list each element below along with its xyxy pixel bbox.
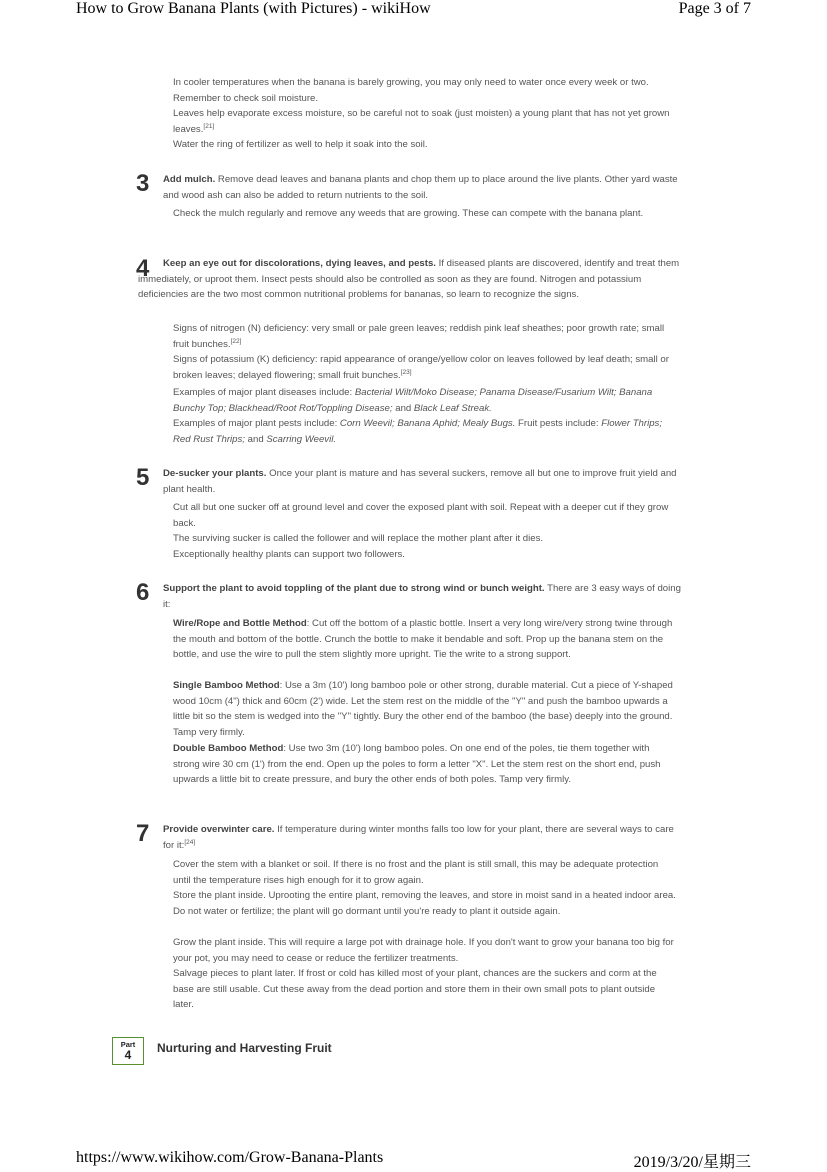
step-lead: Support the plant to avoid toppling of the plant due to strong wind or bunch weight. bbox=[163, 583, 545, 594]
list-item: Cover the stem with a blanket or soil. If there is no frost and the plant is still small, this may be adequate protection until the temperature rises high enough for it to grow again. bbox=[173, 859, 659, 886]
list-item: Water the ring of fertilizer as well to help it soak into the soil. bbox=[173, 139, 428, 150]
step-lead: Provide overwinter care. bbox=[163, 824, 275, 835]
part-number: 4 bbox=[124, 1048, 132, 1062]
list-item: Cut all but one sucker off at ground level and cover the exposed plant with soil. Repeat with a deeper cut if they grow back. bbox=[173, 502, 669, 529]
list-item: Signs of nitrogen (N) deficiency: very small or pale green leaves; reddish pink leaf sheathes; poor growth rate; small fruit bunches.[22] bbox=[173, 323, 665, 350]
reference-link[interactable]: [22] bbox=[230, 337, 242, 345]
step-text: Keep an eye out for discolorations, dying leaves, and pests. If diseased plants are discovered, identify and treat them immediately, or uproot them. Insect pests should also be controlled as soon as they are found. Nitrogen and potassium deficiencies are the two most common nutritional problems for bananas, so learn to recognize the signs. bbox=[138, 258, 680, 300]
list-item: Salvage pieces to plant later. If frost or cold has killed most of your plant, chances are the suckers and corm at the base are still usable. Cut these away from the dead portion and store them in their own small pots to plant outside later. bbox=[173, 968, 657, 1010]
step-text: Add mulch. Remove dead leaves and banana plants and chop them up to place around the live plants. Other yard waste and wood ash can also be added to return nutrients to the soil. bbox=[163, 174, 678, 201]
page-url: https://www.wikihow.com/Grow-Banana-Plants bbox=[76, 1149, 384, 1166]
list-item: Single Bamboo Method: Use a 3m (10') long bamboo pole or other strong, durable material. Cut a piece of Y-shaped wood 10cm (4") thick and 60cm (2') wide. Let the stem rest on the middle of the "Y" and push the bamboo upwards a little bit so the stem is wedged into the "Y" tightly. Bury the other end of the bamboo (the base) deeply into the ground. Tamp very firmly. bbox=[173, 680, 673, 738]
step-number: 3 bbox=[136, 170, 150, 197]
list-item: Grow the plant inside. This will require a large pot with drainage hole. If you don't want to grow your banana too big for your pot, you may need to cease or reduce the fertilizer treatments. bbox=[173, 937, 674, 964]
method-name: Double Bamboo Method bbox=[173, 743, 284, 754]
list-item: Examples of major plant pests include: Corn Weevil; Banana Aphid; Mealy Bugs. Fruit pests include: Flower Thrips; Red Rust Thrips; and Scarring Weevil. bbox=[173, 418, 663, 445]
list-item: Wire/Rope and Bottle Method: Cut off the bottom of a plastic bottle. Insert a very long wire/very strong twine through the mouth and bottom of the bottle. Crunch the bottle to make it bendable and soft. Prop up the banana stem on the bottle, and use the wire to pull the stem slightly more upright. Tie the write to a strong support. bbox=[173, 618, 673, 660]
step-number: 7 bbox=[136, 820, 150, 847]
list-item: Leaves help evaporate excess moisture, so be careful not to soak (just moisten) a young plant that has not yet grown leaves.[21] bbox=[173, 108, 670, 135]
step-text: Support the plant to avoid toppling of the plant due to strong wind or bunch weight. There are 3 easy ways of doing it: bbox=[163, 583, 681, 610]
step-text: Provide overwinter care. If temperature during winter months falls too low for your plant, there are several ways to care for it:[24] bbox=[163, 824, 674, 851]
step-lead: De-sucker your plants. bbox=[163, 468, 267, 479]
list-item: Check the mulch regularly and remove any weeds that are growing. These can compete with the banana plant. bbox=[173, 208, 644, 219]
list-item: The surviving sucker is called the follower and will replace the mother plant after it dies. bbox=[173, 533, 544, 544]
step-lead: Keep an eye out for discolorations, dying leaves, and pests. bbox=[163, 258, 436, 269]
step-text: De-sucker your plants. Once your plant is mature and has several suckers, remove all but one to improve fruit yield and plant health. bbox=[163, 468, 677, 495]
list-item: Exceptionally healthy plants can support two followers. bbox=[173, 549, 405, 560]
list-item: Examples of major plant diseases include: Bacterial Wilt/Moko Disease; Panama Disease/Fusarium Wilt; Banana Bunchy Top; Blackhead/Root Rot/Toppling Disease; and Black Leaf Streak. bbox=[173, 387, 653, 414]
list-item: Signs of potassium (K) deficiency: rapid appearance of orange/yellow color on leaves followed by leaf death; small or broken leaves; delayed flowering; small fruit bunches.[23] bbox=[173, 354, 669, 381]
part-label: Part bbox=[120, 1040, 136, 1049]
list-item: Store the plant inside. Uprooting the entire plant, removing the leaves, and store in moist sand in a heated indoor area. Do not water or fertilize; the plant will go dormant until you're ready to plant it outside again. bbox=[173, 890, 676, 917]
reference-link[interactable]: [21] bbox=[203, 122, 215, 130]
page-number: Page 3 of 7 bbox=[678, 0, 751, 17]
reference-link[interactable]: [23] bbox=[400, 368, 412, 376]
part-title: Nurturing and Harvesting Fruit bbox=[157, 1041, 332, 1055]
print-header bbox=[76, 0, 751, 18]
page-title: How to Grow Banana Plants (with Pictures) - wikiHow bbox=[76, 0, 431, 17]
step-number: 4 bbox=[136, 255, 150, 282]
method-name: Wire/Rope and Bottle Method bbox=[173, 618, 307, 629]
step-number: 6 bbox=[136, 579, 150, 606]
step-number: 5 bbox=[136, 464, 150, 491]
list-item: In cooler temperatures when the banana is barely growing, you may only need to water once every week or two. Remember to check soil moisture. bbox=[173, 77, 649, 104]
reference-link[interactable]: [24] bbox=[184, 838, 196, 846]
print-date: 2019/3/20/星期三 bbox=[633, 1154, 751, 1171]
part-badge bbox=[112, 1037, 144, 1065]
list-item: Double Bamboo Method: Use two 3m (10') long bamboo poles. On one end of the poles, tie them together with strong wire 30 cm (1') from the end. Open up the poles to form a letter "X". Let the stem rest on the short end, push upwards a little bit to create pressure, and bury the other ends of both poles. Tamp very firmly. bbox=[173, 743, 661, 785]
step-lead: Add mulch. bbox=[163, 174, 216, 185]
method-name: Single Bamboo Method bbox=[173, 680, 280, 691]
